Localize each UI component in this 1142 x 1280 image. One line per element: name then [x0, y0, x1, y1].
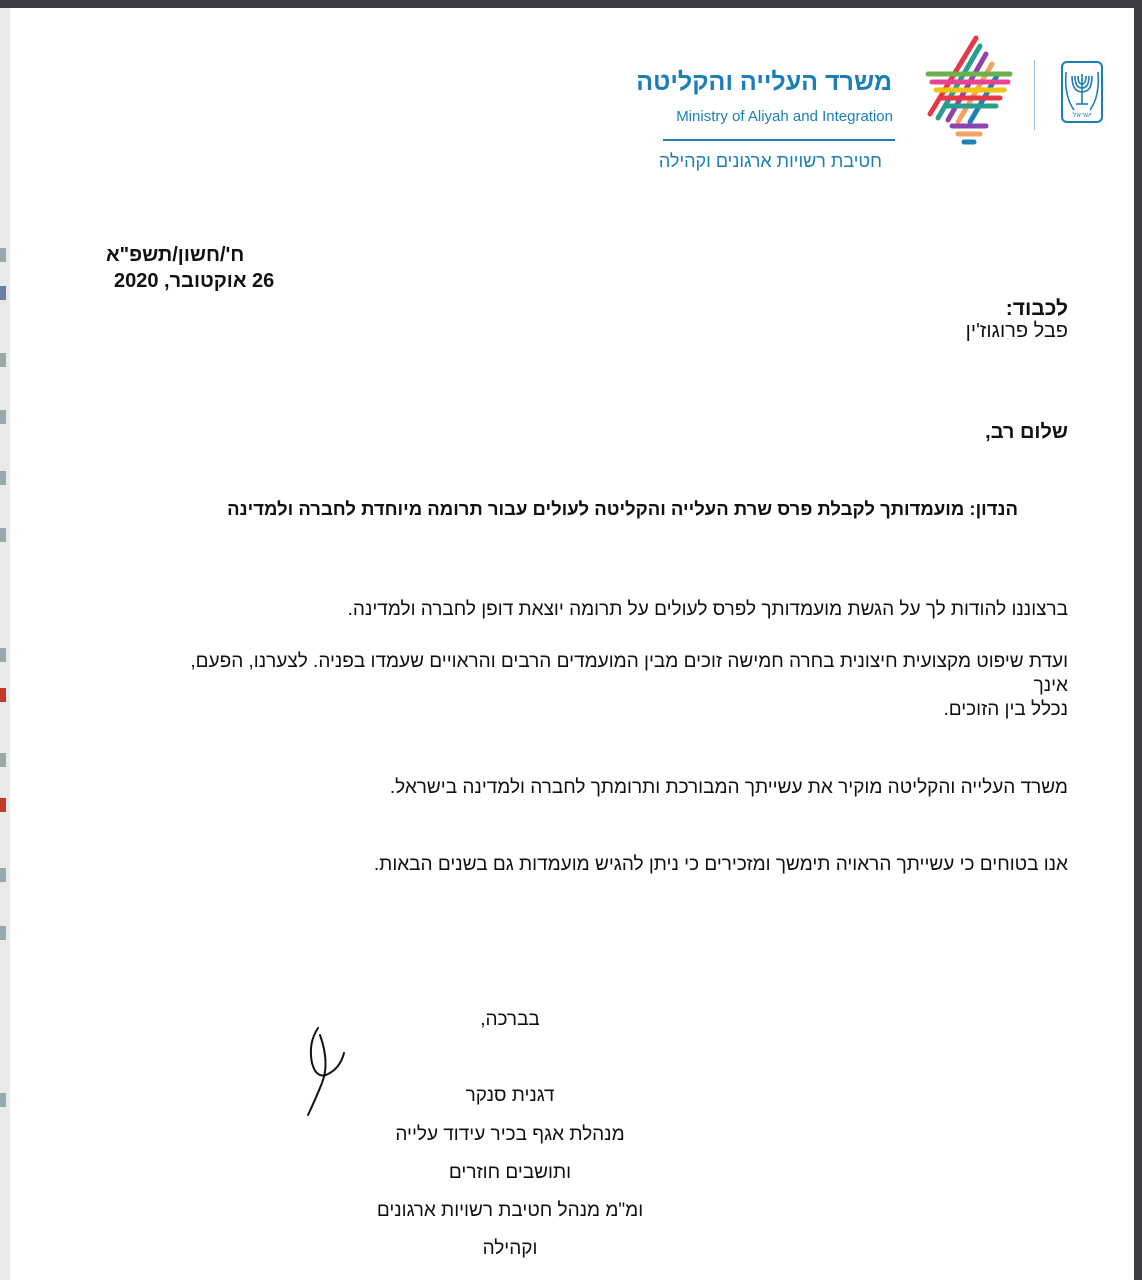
greeting: שלום רב, — [985, 421, 1068, 443]
signer-name: דגנית סנקר — [465, 1085, 555, 1106]
gregorian-date: 26 אוקטובר, 2020 — [114, 270, 275, 292]
state-emblem-icon — [1060, 60, 1104, 124]
viewer-left-edge — [0, 8, 10, 1280]
recipient-label: לכבוד: — [1005, 297, 1068, 320]
body-paragraph-1: ברצוננו להודות לך על הגשת מועמדותך לפרס לעולים על תרומה יוצאת דופן לחברה ולמדינה. — [347, 599, 1068, 620]
signer-title-line-3: ומ"מ מנהל חטיבת רשויות ארגונים — [376, 1200, 644, 1221]
signer-title-line-1: מנהלת אגף בכיר עידוד עלייה — [395, 1124, 625, 1145]
division-name: חטיבת רשויות ארגונים וקהילה — [658, 151, 882, 171]
letterhead-separator — [1034, 60, 1035, 130]
ministry-name-hebrew: משרד העלייה והקליטה — [636, 68, 892, 96]
body-paragraph-2-line-3: נכלל בין הזוכים. — [943, 699, 1068, 720]
closing: בברכה, — [480, 1009, 540, 1030]
emblem-text: ישראל — [1072, 111, 1092, 119]
body-paragraph-2-line-2: אינך — [1033, 675, 1068, 696]
ministry-star-logo-icon — [916, 30, 1022, 150]
letter-page — [10, 8, 1134, 1280]
body-paragraph-3: משרד העלייה והקליטה מוקיר את עשייתך המבורכת ותרומתך לחברה ולמדינה בישראל. — [389, 777, 1068, 798]
signer-title-line-4: וקהילה — [482, 1238, 538, 1259]
subject-line: הנדון: מועמדותך לקבלת פרס שרת העלייה והקליטה לעולים עבור תרומה מיוחדת לחברה ולמדינה — [227, 498, 1018, 519]
hebrew-date: ח'/חשון/תשפ"א — [106, 244, 245, 266]
recipient-name: פבל פרוגוז'ין — [965, 320, 1068, 342]
body-paragraph-4: אנו בטוחים כי עשייתך הראויה תימשך ומזכירים כי ניתן להגיש מועמדות גם בשנים הבאות. — [373, 854, 1068, 875]
body-paragraph-2-line-1: ועדת שיפוט מקצועית חיצונית בחרה חמישה זוכים מבין המועמדים הרבים והראויים שעמדו בפניה. לצערנו, הפעם, — [190, 651, 1068, 672]
ministry-name-english: Ministry of Aliyah and Integration — [676, 108, 893, 125]
signer-title-line-2: ותושבים חוזרים — [448, 1162, 572, 1183]
letterhead-divider — [663, 139, 895, 141]
